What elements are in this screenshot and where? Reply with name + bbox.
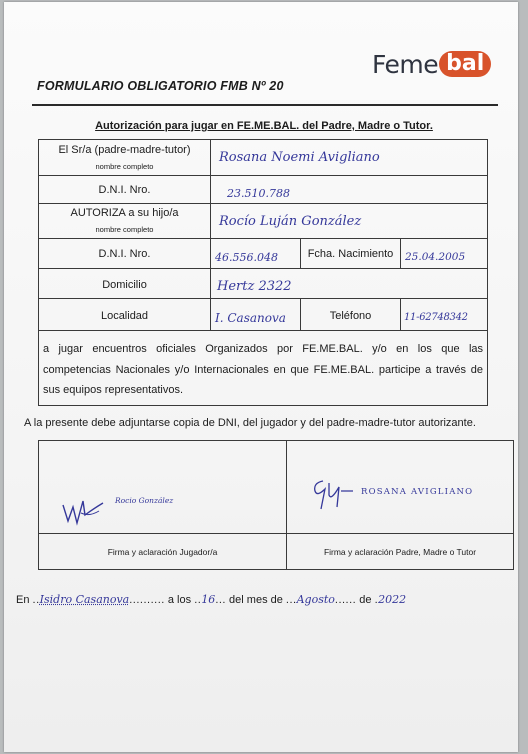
parent-dni-cell [211, 176, 487, 204]
child-name-cell [211, 204, 487, 239]
parent-name-cell [211, 140, 487, 176]
parent-dni-label: D.N.I. Nro. [98, 184, 151, 196]
month-value: Agosto [296, 593, 335, 606]
form-title: FORMULARIO OBLIGATORIO FMB Nº 20 [37, 79, 284, 93]
city-cell [211, 299, 301, 331]
phone-value: 11-62748342 [404, 312, 468, 323]
place-date-line: En ..Isidro Casanova.......... a los ..16... del mes de ...Agosto...... de .2022 [16, 593, 407, 606]
femebal-logo [372, 48, 491, 80]
parent-signature-caption: Firma y aclaración Padre, Madre o Tutor [323, 547, 477, 557]
authorize-label: AUTORIZA a su hijo/a [70, 207, 179, 219]
place-value: Isidro Casanova [39, 593, 130, 606]
birth-date-value: 25.04.2005 [405, 251, 466, 263]
logo-word: Feme [372, 49, 439, 79]
logo-pill: bal [439, 51, 491, 77]
child-dni-cell [211, 239, 301, 269]
city-label-cell [39, 299, 211, 331]
phone-label-cell [301, 299, 401, 331]
child-dni-label-cell [39, 239, 211, 269]
title-divider [32, 104, 498, 106]
authorization-title: Autorización para jugar en FE.ME.BAL. del Padre, Madre o Tutor. [95, 120, 433, 132]
month-prefix-label: del mes de [229, 594, 283, 606]
attachment-note: A la presente debe adjuntarse copia de DNI, del jugador y del padre-madre-tutor autorizante. [24, 417, 476, 429]
address-label: Domicilio [102, 279, 147, 291]
birth-date-cell [401, 239, 487, 269]
player-signature [59, 491, 199, 531]
child-dni-value: 46.556.048 [215, 251, 278, 264]
child-name-value: Rocío Luján González [219, 214, 362, 229]
year-value: 2022 [378, 593, 407, 606]
day-value: 16 [201, 593, 216, 606]
phone-cell [401, 299, 487, 331]
player-signature-scribble [59, 491, 119, 529]
player-signature-text: Rocio González [115, 496, 174, 505]
address-cell [211, 269, 487, 299]
parent-name-value: Rosana Noemi Avigliano [219, 150, 380, 165]
full-name-hint: nombre completo [95, 162, 154, 171]
parent-signature-text: ROSANA AVIGLIANO [361, 487, 474, 497]
signature-table [38, 440, 514, 570]
address-label-cell [39, 269, 211, 299]
parent-signature-scribble [309, 477, 361, 511]
child-dni-label: D.N.I. Nro. [98, 248, 151, 260]
phone-label: Teléfono [329, 310, 372, 322]
parent-label: El Sr/a (padre-madre-tutor) [58, 144, 191, 156]
birth-label-cell [301, 239, 401, 269]
place-dots: .......... [129, 594, 165, 606]
birth-label: Fcha. Nacimiento [307, 248, 394, 260]
en-label: En [16, 594, 30, 606]
parent-dni-value: 23.510.788 [227, 187, 290, 200]
child-full-name-hint: nombre completo [95, 225, 154, 234]
form-sheet [4, 2, 518, 752]
parent-dni-label-cell [39, 176, 211, 204]
year-prefix-label: de [359, 594, 372, 606]
child-label-cell [39, 204, 211, 239]
city-value: I. Casanova [215, 311, 286, 325]
city-label: Localidad [100, 310, 149, 322]
parent-label-cell [39, 140, 211, 176]
address-value: Hertz 2322 [217, 279, 292, 294]
authorization-table [38, 139, 488, 406]
caption-divider [39, 533, 513, 534]
authorization-paragraph: a jugar encuentros oficiales Organizados por FE.ME.BAL. y/o en los que las competencias Nacionales y/o Internacionales en que FE.ME.BAL. participe a través de sus equipos representativos. [43, 343, 483, 396]
player-signature-caption: Firma y aclaración Jugador/a [107, 547, 218, 557]
a-los-label: a los [167, 594, 192, 606]
parent-signature [309, 477, 509, 517]
